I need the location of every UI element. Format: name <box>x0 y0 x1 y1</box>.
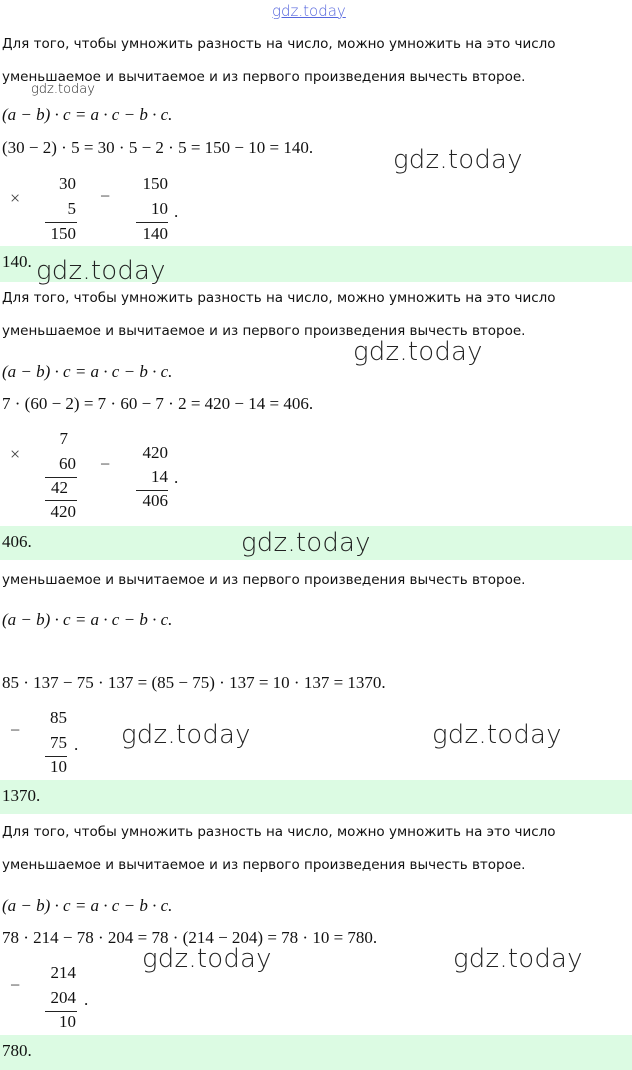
mult-result: 150 <box>50 224 76 243</box>
mult-result: 420 <box>50 502 76 521</box>
rule-line1: Для того, чтобы умножить разность на число, можно умножить на это число <box>2 36 556 52</box>
mult-operand-b: 60 <box>59 454 76 473</box>
period: . <box>174 468 179 487</box>
minus-operator: − <box>10 975 21 995</box>
sub-operand-a: 150 <box>142 174 168 193</box>
watermark: gdz.today <box>393 145 523 175</box>
watermark: gdz.today <box>453 944 583 974</box>
mult-operand-a: 30 <box>59 174 76 193</box>
column-line <box>136 222 168 223</box>
task1-equation: (30 − 2) · 5 = 30 · 5 − 2 · 5 = 150 − 10 = 140. <box>2 138 314 157</box>
watermark: gdz.today <box>432 720 562 750</box>
period: . <box>74 735 79 754</box>
task1-answer: 140. <box>2 252 32 271</box>
watermark-small: gdz.today <box>31 82 95 97</box>
task4-equation: 78 · 214 − 78 · 204 = 78 · (214 − 204) = 78 · 10 = 780. <box>2 928 378 947</box>
minus-operator: − <box>10 720 21 740</box>
watermark: gdz.today <box>36 256 166 286</box>
rule-line1: Для того, чтобы умножить разность на число, можно умножить на это число <box>2 824 556 840</box>
sub-result: 10 <box>50 757 67 776</box>
rule-line2: уменьшаемое и вычитаемое и из первого произведения вычесть второе. <box>2 323 526 339</box>
sub-operand-a: 214 <box>50 963 76 982</box>
mult-operand-a: 7 <box>59 429 68 448</box>
rule-line2: уменьшаемое и вычитаемое и из первого произведения вычесть второе. <box>2 857 526 873</box>
watermark: gdz.today <box>121 720 251 750</box>
rule-formula: (a − b) · c = a · c − b · c. <box>2 610 173 629</box>
watermark-top[interactable]: gdz.today <box>272 2 346 20</box>
mult-operator: × <box>10 444 21 464</box>
sub-operand-b: 10 <box>151 199 168 218</box>
answer-band <box>0 780 632 814</box>
task2-answer: 406. <box>2 532 32 551</box>
rule-formula: (a − b) · c = a · c − b · c. <box>2 896 173 915</box>
mult-operand-b: 5 <box>67 199 76 218</box>
rule-line2: уменьшаемое и вычитаемое и из первого произведения вычесть второе. <box>2 69 526 85</box>
sub-operand-b: 14 <box>151 467 168 486</box>
sub-operand-a: 420 <box>142 443 168 462</box>
mult-partial: 42 <box>51 478 68 497</box>
watermark: gdz.today <box>142 944 272 974</box>
answer-band <box>0 1035 632 1070</box>
minus-operator: − <box>100 186 111 206</box>
task4-answer: 780. <box>2 1041 32 1060</box>
sub-result: 10 <box>59 1012 76 1031</box>
period: . <box>174 202 179 221</box>
rule-formula: (a − b) · c = a · c − b · c. <box>2 105 173 124</box>
task2-equation: 7 · (60 − 2) = 7 · 60 − 7 · 2 = 420 − 14 = 406. <box>2 394 314 413</box>
sub-result: 140 <box>142 224 168 243</box>
rule-line2: уменьшаемое и вычитаемое и из первого произведения вычесть второе. <box>2 572 526 588</box>
sub-result: 406 <box>142 491 168 510</box>
sub-operand-b: 75 <box>50 733 67 752</box>
task3-equation: 85 · 137 − 75 · 137 = (85 − 75) · 137 = 10 · 137 = 1370. <box>2 673 386 692</box>
rule-line1: Для того, чтобы умножить разность на число, можно умножить на это число <box>2 290 556 306</box>
column-line <box>45 500 77 501</box>
sub-operand-b: 204 <box>50 988 76 1007</box>
sub-operand-a: 85 <box>50 708 67 727</box>
minus-operator: − <box>100 454 111 474</box>
rule-formula: (a − b) · c = a · c − b · c. <box>2 362 173 381</box>
mult-operator: × <box>10 188 21 208</box>
watermark: gdz.today <box>241 528 371 558</box>
period: . <box>84 990 89 1009</box>
column-line <box>45 222 77 223</box>
task3-answer: 1370. <box>2 786 41 805</box>
watermark: gdz.today <box>353 337 483 367</box>
